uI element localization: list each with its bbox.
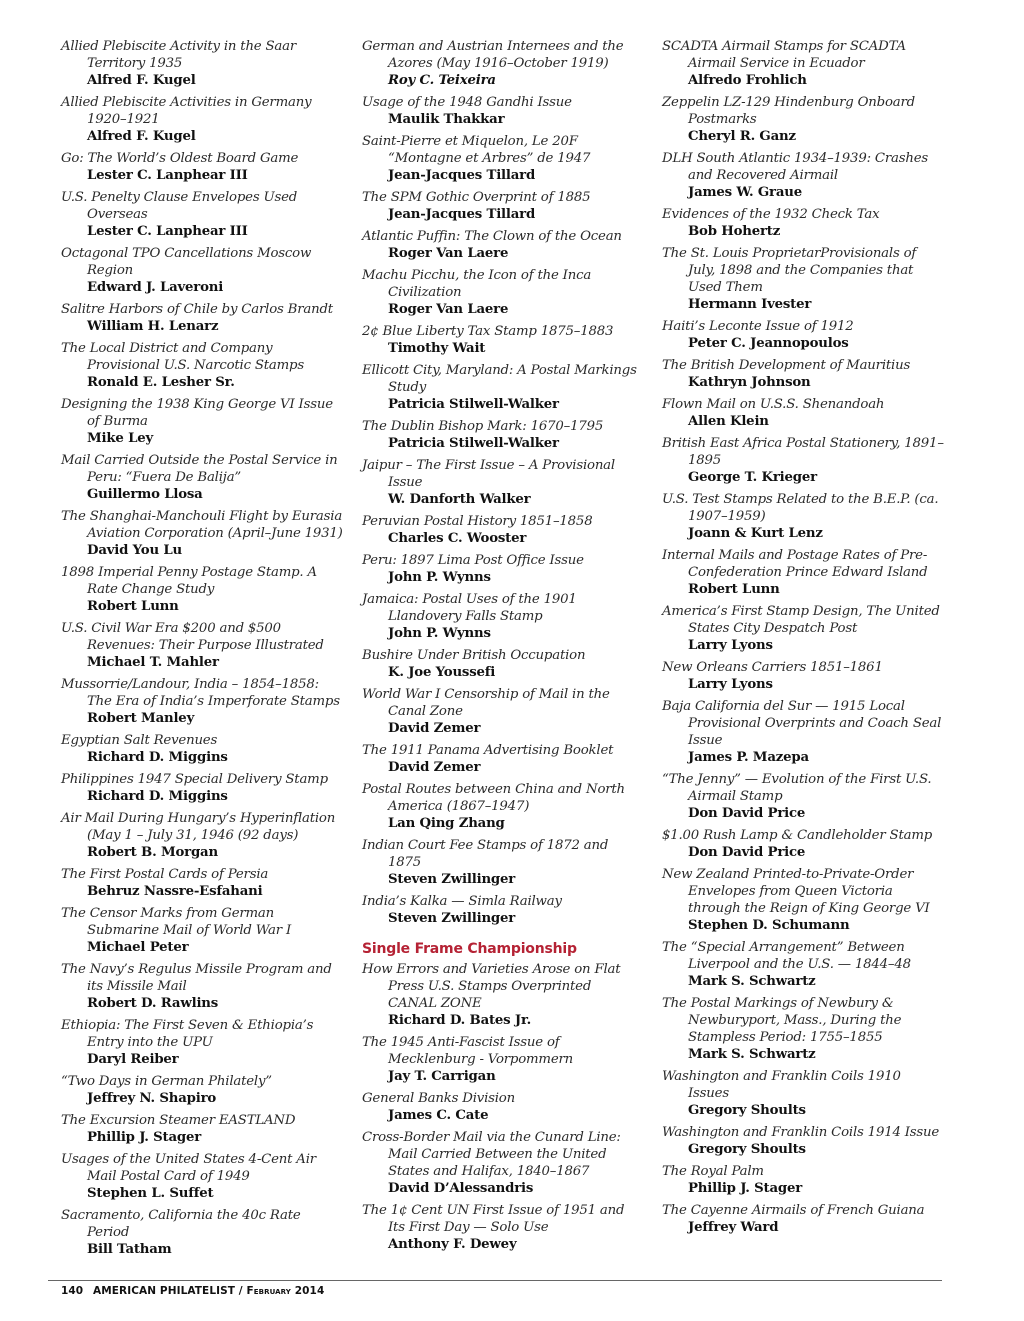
exhibit-title: U.S. Civil War Era $200 and $500 Revenues: Their Purpose Illustrated: [61, 621, 324, 653]
exhibit-entry: [362, 1090, 644, 1124]
issue-year: 2014: [294, 1285, 325, 1297]
exhibit-title: Philippines 1947 Special Delivery Stamp: [61, 772, 328, 787]
exhibit-title: Indian Court Fee Stamps of 1872 and 1875: [362, 838, 609, 870]
exhibit-title: Cross-Border Mail via the Cunard Line: Mail Carried Between the United States and Halifax, 1840–1867: [362, 1130, 621, 1179]
exhibitor-name: Patricia Stilwell-Walker: [388, 436, 559, 451]
exhibit-entry: [662, 435, 944, 486]
exhibit-title: Sacramento, California the 40c Rate Period: [61, 1208, 301, 1240]
exhibitor-name: David You Lu: [87, 543, 182, 558]
exhibit-title: Allied Plebiscite Activities in Germany 1920–1921: [61, 95, 312, 127]
exhibit-title: The 1945 Anti-Fascist Issue of Mecklenburg - Vorpommern: [362, 1035, 574, 1067]
exhibitor-name: Behruz Nassre-Esfahani: [87, 884, 263, 899]
exhibit-entry: [61, 189, 343, 240]
exhibitor-name: Phillip J. Stager: [688, 1181, 803, 1196]
exhibitor-name: Ronald E. Lesher Sr.: [87, 375, 235, 390]
exhibitor-name: James P. Mazepa: [688, 750, 809, 765]
exhibitor-name: Robert Lunn: [87, 599, 179, 614]
exhibitor-name: Roy C. Teixeira: [388, 73, 496, 88]
exhibit-title: Usage of the 1948 Gandhi Issue: [362, 95, 572, 110]
exhibit-entry: [662, 939, 944, 990]
exhibitor-name: Roger Van Laere: [388, 246, 509, 261]
exhibit-entry: [362, 267, 644, 318]
exhibitor-name: David D’Alessandris: [388, 1181, 534, 1196]
exhibit-entry: [61, 564, 343, 615]
exhibit-entry: [662, 827, 944, 861]
exhibit-entry: [662, 357, 944, 391]
column-2-entries: [362, 38, 644, 927]
exhibit-title: Octagonal TPO Cancellations Moscow Region: [61, 246, 312, 278]
exhibit-entry: [362, 38, 644, 89]
exhibit-entry: [61, 452, 343, 503]
exhibit-title: Postal Routes between China and North America (1867–1947): [362, 782, 625, 814]
exhibit-entry: [662, 1163, 944, 1197]
exhibitor-name: James W. Graue: [688, 185, 802, 200]
exhibitor-name: Richard D. Miggins: [87, 789, 228, 804]
exhibit-entry: [362, 189, 644, 223]
exhibit-entry: [362, 893, 644, 927]
exhibit-title: Atlantic Puffin: The Clown of the Ocean: [362, 229, 622, 244]
exhibit-entry: [362, 647, 644, 681]
exhibitor-name: Cheryl R. Ganz: [688, 129, 796, 144]
publication-name: AMERICAN PHILATELIST /: [92, 1285, 243, 1297]
exhibit-entry: [362, 457, 644, 508]
exhibit-title: Mussorrie/Landour, India – 1854–1858: The Era of India’s Imperforate Stamps: [61, 677, 340, 709]
exhibitor-name: Allen Klein: [688, 414, 769, 429]
exhibit-title: The Excursion Steamer EASTLAND: [61, 1113, 296, 1128]
exhibit-entry: [61, 810, 343, 861]
exhibitor-name: Robert Manley: [87, 711, 195, 726]
exhibitor-name: Charles C. Wooster: [388, 531, 527, 546]
exhibitor-name: Edward J. Laveroni: [87, 280, 224, 295]
exhibitor-name: George T. Krieger: [688, 470, 817, 485]
exhibit-title: Egyptian Salt Revenues: [61, 733, 218, 748]
exhibitor-name: Peter C. Jeannopoulos: [688, 336, 849, 351]
exhibit-title: Ellicott City, Maryland: A Postal Markings Study: [362, 363, 637, 395]
exhibit-entry: [61, 508, 343, 559]
exhibit-entry: [662, 1124, 944, 1158]
exhibitor-name: Larry Lyons: [688, 677, 773, 692]
exhibit-title: Flown Mail on U.S.S. Shenandoah: [662, 397, 885, 412]
exhibitor-name: Mark S. Schwartz: [688, 974, 816, 989]
exhibit-title: SCADTA Airmail Stamps for SCADTA Airmail Service in Ecuador: [662, 39, 906, 71]
exhibitor-name: Michael T. Mahler: [87, 655, 219, 670]
column-3: [662, 38, 944, 1241]
exhibit-title: Salitre Harbors of Chile by Carlos Brandt: [61, 302, 333, 317]
exhibit-title: Internal Mails and Postage Rates of Pre-Confederation Prince Edward Island: [662, 548, 928, 580]
exhibitor-name: Michael Peter: [87, 940, 189, 955]
exhibit-title: The SPM Gothic Overprint of 1885: [362, 190, 591, 205]
exhibit-entry: [362, 1129, 644, 1197]
exhibit-title: DLH South Atlantic 1934–1939: Crashes and Recovered Airmail: [662, 151, 929, 183]
exhibit-title: Bushire Under British Occupation: [362, 648, 586, 663]
exhibit-title: The Cayenne Airmails of French Guiana: [662, 1203, 925, 1218]
issue-month: February: [246, 1285, 291, 1297]
exhibit-entry: [362, 513, 644, 547]
exhibitor-name: Patricia Stilwell-Walker: [388, 397, 559, 412]
exhibitor-name: Jeffrey Ward: [688, 1220, 779, 1235]
exhibitor-name: W. Danforth Walker: [388, 492, 531, 507]
exhibit-title: Peru: 1897 Lima Post Office Issue: [362, 553, 584, 568]
exhibit-title: Ethiopia: The First Seven & Ethiopia’s Entry into the UPU: [61, 1018, 314, 1050]
exhibit-entry: [662, 603, 944, 654]
exhibit-title: Usages of the United States 4-Cent Air Mail Postal Card of 1949: [61, 1152, 316, 1184]
exhibit-entry: [61, 676, 343, 727]
column-2: [362, 38, 644, 1258]
exhibit-title: Jaipur – The First Issue – A Provisional Issue: [362, 458, 615, 490]
exhibitor-name: John P. Wynns: [388, 626, 491, 641]
exhibitor-name: Richard D. Bates Jr.: [388, 1013, 532, 1028]
exhibitor-name: Hermann Ivester: [688, 297, 812, 312]
exhibit-title: British East Africa Postal Stationery, 1891–1895: [662, 436, 944, 468]
exhibit-title: “Two Days in German Philately”: [61, 1074, 272, 1089]
exhibitor-name: Mike Ley: [87, 431, 154, 446]
exhibit-title: $1.00 Rush Lamp & Candleholder Stamp: [662, 828, 933, 843]
exhibit-entry: [662, 547, 944, 598]
exhibit-entry: [61, 340, 343, 391]
exhibit-entry: [662, 245, 944, 313]
exhibit-entry: [61, 1207, 343, 1258]
exhibit-title: The 1911 Panama Advertising Booklet: [362, 743, 614, 758]
exhibitor-name: James C. Cate: [388, 1108, 489, 1123]
exhibit-entry: [362, 94, 644, 128]
single-frame-entries: [362, 961, 644, 1253]
exhibitor-name: Guillermo Llosa: [87, 487, 203, 502]
exhibit-entry: [61, 1112, 343, 1146]
exhibitor-name: Jean-Jacques Tillard: [388, 168, 536, 183]
exhibit-entry: [362, 418, 644, 452]
exhibit-entry: [61, 245, 343, 296]
exhibit-entry: [662, 698, 944, 766]
section-heading: Single Frame Championship: [362, 941, 577, 957]
exhibit-title: The Postal Markings of Newbury & Newburyport, Mass., During the Stampless Period: 1755–1855: [662, 996, 902, 1045]
exhibit-title: The British Development of Mauritius: [662, 358, 911, 373]
exhibitor-name: Robert Lunn: [688, 582, 780, 597]
column-1: [61, 38, 343, 1263]
exhibitor-name: Alfredo Frohlich: [688, 73, 807, 88]
exhibit-title: Saint-Pierre et Miquelon, Le 20F “Montagne et Arbres” de 1947: [362, 134, 591, 166]
exhibit-entry: [662, 318, 944, 352]
exhibit-entry: [662, 995, 944, 1063]
exhibit-entry: [61, 732, 343, 766]
exhibit-entry: [61, 866, 343, 900]
exhibit-title: Designing the 1938 King George VI Issue of Burma: [61, 397, 333, 429]
exhibit-title: How Errors and Varieties Arose on Flat Press U.S. Stamps Overprinted CANAL ZONE: [362, 962, 621, 1011]
exhibit-title: The Local District and Company Provisional U.S. Narcotic Stamps: [61, 341, 304, 373]
exhibit-title: “The Jenny” — Evolution of the First U.S. Airmail Stamp: [662, 772, 932, 804]
exhibit-entry: [61, 38, 343, 89]
exhibit-entry: [61, 1017, 343, 1068]
exhibitor-name: Mark S. Schwartz: [688, 1047, 816, 1062]
exhibit-entry: [61, 905, 343, 956]
exhibitor-name: Bob Hohertz: [688, 224, 781, 239]
exhibitor-name: William H. Lenarz: [87, 319, 219, 334]
exhibit-entry: [362, 961, 644, 1029]
exhibit-entry: [662, 659, 944, 693]
exhibitor-name: Richard D. Miggins: [87, 750, 228, 765]
exhibitor-name: Alfred F. Kugel: [87, 73, 196, 88]
exhibit-entry: [61, 396, 343, 447]
exhibit-entry: [662, 38, 944, 89]
exhibit-entry: [362, 552, 644, 586]
exhibitor-name: Don David Price: [688, 845, 806, 860]
exhibitor-name: Gregory Shoults: [688, 1142, 806, 1157]
exhibitor-name: Lester C. Lanphear III: [87, 224, 248, 239]
exhibitor-name: Anthony F. Dewey: [388, 1237, 517, 1252]
exhibit-title: U.S. Penelty Clause Envelopes Used Overseas: [61, 190, 298, 222]
exhibit-title: German and Austrian Internees and the Azores (May 1916–October 1919): [362, 39, 624, 71]
exhibitor-name: Lester C. Lanphear III: [87, 168, 248, 183]
exhibit-title: Jamaica: Postal Uses of the 1901 Llandovery Falls Stamp: [362, 592, 577, 624]
exhibit-entry: [362, 591, 644, 642]
exhibit-title: The Censor Marks from German Submarine Mail of World War I: [61, 906, 292, 938]
exhibit-title: Air Mail During Hungary’s Hyperinflation (May 1 – July 31, 1946 (92 days): [61, 811, 336, 843]
footer-rule: [48, 1280, 942, 1281]
exhibit-title: America’s First Stamp Design, The United States City Despatch Post: [662, 604, 940, 636]
exhibit-title: The Navy’s Regulus Missile Program and its Missile Mail: [61, 962, 332, 994]
exhibit-entry: [61, 150, 343, 184]
exhibitor-name: Jeffrey N. Shapiro: [87, 1091, 217, 1106]
exhibitor-name: Robert D. Rawlins: [87, 996, 219, 1011]
exhibit-title: Zeppelin LZ-129 Hindenburg Onboard Postmarks: [662, 95, 915, 127]
exhibit-entry: [662, 1202, 944, 1236]
exhibitor-name: Stephen D. Schumann: [688, 918, 850, 933]
exhibit-entry: [662, 206, 944, 240]
exhibit-entry: [61, 301, 343, 335]
page-footer: [61, 1285, 324, 1297]
exhibit-title: The St. Louis ProprietarProvisionals of July, 1898 and the Companies that Used Them: [662, 246, 917, 295]
exhibit-title: Haiti’s Leconte Issue of 1912: [662, 319, 854, 334]
exhibit-entry: [61, 1073, 343, 1107]
exhibitor-name: Robert B. Morgan: [87, 845, 218, 860]
exhibit-title: Washington and Franklin Coils 1914 Issue: [662, 1125, 940, 1140]
exhibit-entry: [362, 228, 644, 262]
exhibit-title: General Banks Division: [362, 1091, 515, 1106]
exhibit-entry: [61, 771, 343, 805]
exhibitor-name: Don David Price: [688, 806, 806, 821]
exhibit-title: Baja California del Sur — 1915 Local Provisional Overprints and Coach Seal Issue: [662, 699, 942, 748]
exhibitor-name: Larry Lyons: [688, 638, 773, 653]
exhibitor-name: Steven Zwillinger: [388, 872, 516, 887]
exhibitor-name: Bill Tatham: [87, 1242, 172, 1257]
exhibit-entry: [362, 133, 644, 184]
exhibit-entry: [362, 837, 644, 888]
exhibit-entry: [362, 362, 644, 413]
exhibit-title: The Royal Palm: [662, 1164, 764, 1179]
exhibit-title: U.S. Test Stamps Related to the B.E.P. (ca. 1907–1959): [662, 492, 939, 524]
exhibitor-name: John P. Wynns: [388, 570, 491, 585]
exhibit-title: Evidences of the 1932 Check Tax: [662, 207, 880, 222]
exhibit-title: The Shanghai-Manchouli Flight by Eurasia Aviation Corporation (April–June 1931): [61, 509, 343, 541]
exhibit-entry: [662, 94, 944, 145]
exhibit-entry: [61, 961, 343, 1012]
exhibitor-name: Phillip J. Stager: [87, 1130, 202, 1145]
exhibitor-name: David Zemer: [388, 721, 481, 736]
exhibit-entry: [662, 491, 944, 542]
exhibitor-name: David Zemer: [388, 760, 481, 775]
exhibit-entry: [362, 686, 644, 737]
exhibitor-name: Daryl Reiber: [87, 1052, 179, 1067]
exhibit-entry: [662, 866, 944, 934]
exhibitor-name: K. Joe Youssefi: [388, 665, 496, 680]
exhibit-title: 1898 Imperial Penny Postage Stamp. A Rate Change Study: [61, 565, 317, 597]
exhibit-title: Go: The World’s Oldest Board Game: [61, 151, 299, 166]
exhibitor-name: Jay T. Carrigan: [388, 1069, 496, 1084]
exhibit-title: Washington and Franklin Coils 1910 Issues: [662, 1069, 901, 1101]
exhibit-title: Mail Carried Outside the Postal Service in Peru: “Fuera De Balija”: [61, 453, 338, 485]
exhibit-title: India’s Kalka — Simla Railway: [362, 894, 562, 909]
exhibit-entry: [662, 396, 944, 430]
exhibitor-name: Stephen L. Suffet: [87, 1186, 214, 1201]
exhibit-title: 2¢ Blue Liberty Tax Stamp 1875–1883: [362, 324, 614, 339]
exhibit-title: World War I Censorship of Mail in the Canal Zone: [362, 687, 610, 719]
exhibitor-name: Alfred F. Kugel: [87, 129, 196, 144]
exhibit-title: Machu Picchu, the Icon of the Inca Civilization: [362, 268, 592, 300]
exhibit-entry: [362, 323, 644, 357]
exhibit-entry: [61, 94, 343, 145]
exhibit-entry: [362, 1202, 644, 1253]
exhibit-entry: [662, 1068, 944, 1119]
exhibitor-name: Kathryn Johnson: [688, 375, 811, 390]
exhibitor-name: Maulik Thakkar: [388, 112, 505, 127]
exhibitor-name: Lan Qing Zhang: [388, 816, 505, 831]
exhibit-title: The First Postal Cards of Persia: [61, 867, 269, 882]
exhibit-entry: [362, 742, 644, 776]
exhibitor-name: Roger Van Laere: [388, 302, 509, 317]
exhibitor-name: Jean-Jacques Tillard: [388, 207, 536, 222]
exhibitor-name: Gregory Shoults: [688, 1103, 806, 1118]
exhibit-title: The 1¢ Cent UN First Issue of 1951 and Its First Day — Solo Use: [362, 1203, 625, 1235]
exhibitor-name: Timothy Wait: [388, 341, 486, 356]
exhibit-entry: [61, 1151, 343, 1202]
exhibit-entry: [362, 1034, 644, 1085]
exhibit-title: Peruvian Postal History 1851–1858: [362, 514, 593, 529]
exhibitor-name: Steven Zwillinger: [388, 911, 516, 926]
exhibit-title: The Dublin Bishop Mark: 1670–1795: [362, 419, 604, 434]
exhibit-entry: [662, 150, 944, 201]
exhibit-title: The “Special Arrangement” Between Liverpool and the U.S. — 1844–48: [662, 940, 911, 972]
page-number: 140: [61, 1285, 84, 1297]
exhibit-entry: [662, 771, 944, 822]
exhibitor-name: Joann & Kurt Lenz: [688, 526, 823, 541]
exhibit-entry: [362, 781, 644, 832]
exhibit-title: New Zealand Printed-to-Private-Order Envelopes from Queen Victoria through the Reign of King George VI: [662, 867, 930, 916]
exhibit-entry: [61, 620, 343, 671]
exhibit-title: New Orleans Carriers 1851–1861: [662, 660, 883, 675]
exhibit-title: Allied Plebiscite Activity in the Saar Territory 1935: [61, 39, 297, 71]
